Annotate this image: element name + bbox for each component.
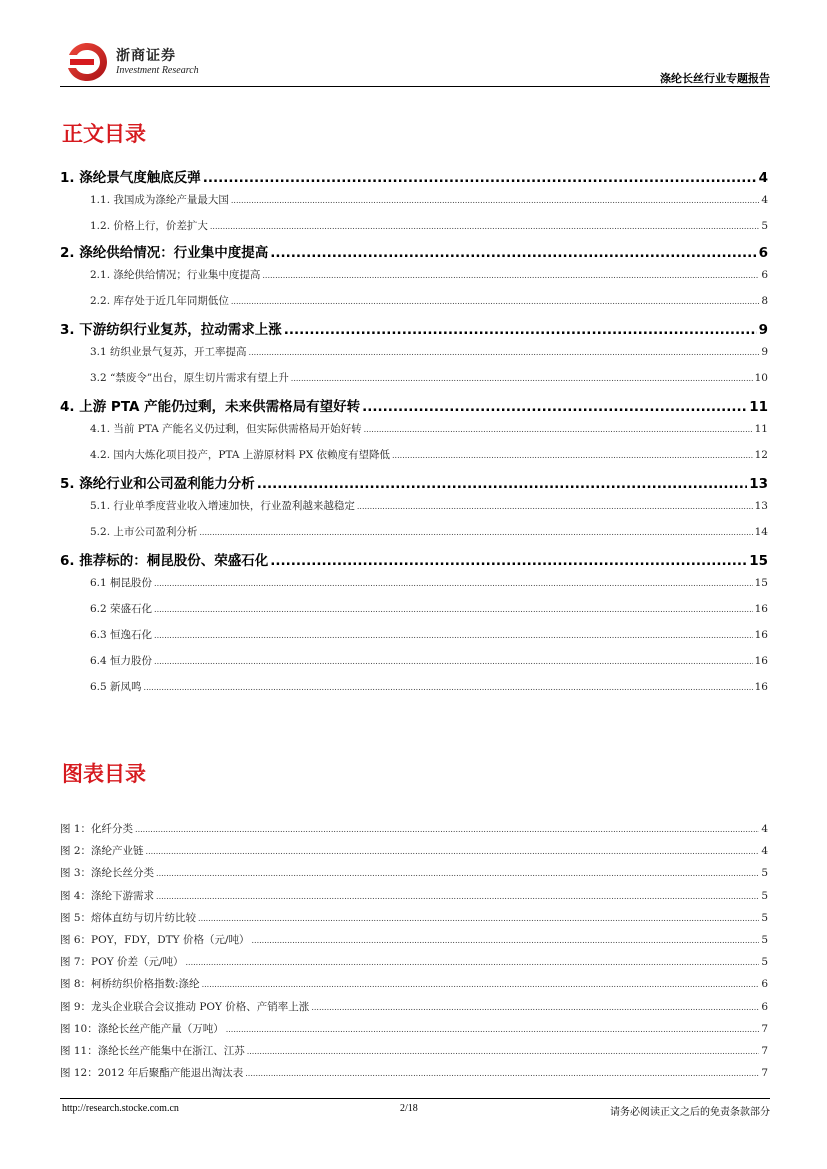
toc-section-entry[interactable] [60,421,768,436]
figure-list-entry[interactable] [60,1021,768,1036]
toc-leader-dots [364,425,753,434]
toc-leader-dots [262,271,759,280]
figure-entry-label: 图 3：涤纶长丝分类 [60,867,155,879]
figure-entry-label: 图 8：柯桥纺织价格指数:涤纶 [60,978,200,990]
toc-entry-page: 16 [754,655,768,667]
toc-entry-label: 4.2. 国内大炼化项目投产，PTA 上游原材料 PX 依赖度有望降低 [90,449,391,461]
toc-entry-label: 1.2. 价格上行，价差扩大 [90,220,208,232]
toc-entry-label: 6.3 恒逸石化 [90,629,153,641]
toc-entry-label: 4. 上游 PTA 产能仍过剩，未来供需格局有望好转 [60,399,361,415]
company-logo-icon [64,40,110,84]
toc-entry-page: 6 [758,245,768,261]
figure-leader-dots [156,869,759,878]
toc-entry-page: 15 [749,553,768,569]
figure-leader-dots [135,825,759,834]
toc-section-entry[interactable] [60,575,768,590]
toc-entry-label: 3.1 纺织业景气复苏，开工率提高 [90,346,247,358]
figure-entry-label: 图 2：涤纶产业链 [60,845,144,857]
toc-leader-dots [270,553,747,569]
toc-section-entry[interactable] [60,267,768,282]
figure-list-heading: 图表目录 [62,762,146,786]
figure-entry-label: 图 7：POY 价差（元/吨） [60,956,184,968]
figure-entry-label: 图 12：2012 年后聚酯产能退出淘汰表 [60,1067,244,1079]
toc-entry-page: 10 [754,372,768,384]
toc-leader-dots [291,374,753,383]
toc-entry-page: 4 [758,170,768,186]
report-title: 涤纶长丝行业专题报告 [660,72,770,85]
toc-leader-dots [284,322,757,338]
figure-list-entry[interactable] [60,1065,768,1080]
figure-entry-page: 5 [761,956,768,968]
figure-entry-page: 4 [761,845,768,857]
header-divider [60,86,770,87]
toc-section-entry[interactable] [60,293,768,308]
toc-chapter-entry[interactable] [60,472,768,492]
figure-entry-page: 5 [761,934,768,946]
figure-entry-label: 图 5：熔体直纺与切片纺比较 [60,912,197,924]
toc-leader-dots [203,170,757,186]
toc-entry-label: 5. 涤纶行业和公司盈利能力分析 [60,476,255,492]
figure-entry-page: 7 [761,1023,768,1035]
figure-entry-page: 6 [761,978,768,990]
figure-leader-dots [186,958,760,967]
toc-entry-label: 5.2. 上市公司盈利分析 [90,526,198,538]
toc-heading: 正文目录 [62,122,146,146]
page-header [60,38,770,88]
toc-leader-dots [199,528,752,537]
toc-leader-dots [231,196,759,205]
figure-leader-dots [226,1025,760,1034]
toc-entry-page: 9 [761,346,768,358]
figure-list-entry[interactable] [60,999,768,1014]
toc-section-entry[interactable] [60,627,768,642]
toc-chapter-entry[interactable] [60,549,768,569]
toc-entry-label: 2.2. 库存处于近几年同期低位 [90,295,229,307]
toc-entry-page: 8 [761,295,768,307]
toc-entry-label: 6. 推荐标的：桐昆股份、荣盛石化 [60,553,269,569]
figure-list-entry[interactable] [60,954,768,969]
toc-section-entry[interactable] [60,679,768,694]
figure-entry-label: 图 1：化纤分类 [60,823,134,835]
toc-entry-label: 6.4 恒力股份 [90,655,153,667]
toc-entry-page: 13 [749,476,768,492]
figure-entry-page: 5 [761,867,768,879]
toc-chapter-entry[interactable] [60,395,768,415]
toc-leader-dots [362,399,747,415]
figure-list-entry[interactable] [60,843,768,858]
toc-section-entry[interactable] [60,653,768,668]
footer-url-link[interactable]: http://research.stocke.com.cn [62,1103,179,1114]
toc-section-entry[interactable] [60,498,768,513]
toc-entry-label: 5.1. 行业单季度营业收入增速加快，行业盈利越来越稳定 [90,500,355,512]
toc-entry-page: 16 [754,629,768,641]
figure-entry-label: 图 11：涤纶长丝产能集中在浙江、江苏 [60,1045,245,1057]
toc-entry-page: 4 [761,194,768,206]
toc-leader-dots [210,222,759,231]
figure-entry-label: 图 10：涤纶长丝产能产量（万吨） [60,1023,224,1035]
toc-leader-dots [257,476,747,492]
toc-entry-page: 14 [754,526,768,538]
footer-page-number: 2/18 [400,1103,418,1114]
toc-entry-page: 6 [761,269,768,281]
toc-entry-page: 15 [754,577,768,589]
toc-entry-page: 9 [758,322,768,338]
toc-leader-dots [154,631,753,640]
toc-leader-dots [357,502,753,511]
toc-leader-dots [154,657,753,666]
toc-section-entry[interactable] [60,524,768,539]
toc-entry-page: 16 [754,603,768,615]
toc-entry-label: 3.2 “禁废令”出台，原生切片需求有望上升 [90,372,289,384]
toc-entry-label: 4.1. 当前 PTA 产能名义仍过剩，但实际供需格局开始好转 [90,423,362,435]
figure-leader-dots [311,1003,759,1012]
toc-entry-label: 6.2 荣盛石化 [90,603,153,615]
figure-list-entry[interactable] [60,932,768,947]
toc-entry-page: 11 [754,423,768,435]
toc-chapter-entry[interactable] [60,166,768,186]
figure-entry-page: 6 [761,1001,768,1013]
figure-entry-label: 图 4：涤纶下游需求 [60,890,155,902]
figure-entry-label: 图 6：POY，FDY，DTY 价格（元/吨） [60,934,250,946]
toc-chapter-entry[interactable] [60,318,768,338]
figure-leader-dots [245,1069,759,1078]
figure-list-entry[interactable] [60,1043,768,1058]
figure-leader-dots [198,914,759,923]
toc-section-entry[interactable] [60,370,768,385]
toc-entry-label: 2.1. 涤纶供给情况；行业集中度提高 [90,269,261,281]
toc-chapter-entry[interactable] [60,241,768,261]
toc-entry-label: 1.1. 我国成为涤纶产量最大国 [90,194,229,206]
figure-leader-dots [146,847,760,856]
figure-list-entry[interactable] [60,865,768,880]
toc-entry-label: 1. 涤纶景气度触底反弹 [60,170,201,186]
logo-chinese-text: 浙商证券 [116,48,176,64]
figure-leader-dots [252,936,760,945]
toc-entry-label: 6.5 新凤鸣 [90,681,142,693]
toc-entry-page: 11 [749,399,768,415]
toc-leader-dots [144,683,753,692]
figure-list-entry[interactable] [60,976,768,991]
toc-leader-dots [154,605,753,614]
figure-entry-page: 7 [761,1045,768,1057]
figure-entry-page: 5 [761,912,768,924]
toc-entry-label: 3. 下游纺织行业复苏，拉动需求上涨 [60,322,282,338]
toc-entry-label: 2. 涤纶供给情况：行业集中度提高 [60,245,269,261]
toc-entry-page: 16 [754,681,768,693]
toc-entry-label: 6.1 桐昆股份 [90,577,153,589]
toc-leader-dots [154,579,753,588]
toc-section-entry[interactable] [60,447,768,462]
toc-section-entry[interactable] [60,344,768,359]
figure-entry-label: 图 9：龙头企业联合会议推动 POY 价格、产销率上涨 [60,1001,310,1013]
figure-list-entry[interactable] [60,821,768,836]
toc-leader-dots [249,348,760,357]
figure-entry-page: 7 [761,1067,768,1079]
footer-disclaimer-note: 请务必阅读正文之后的免责条款部分 [610,1107,770,1118]
figure-list-entry[interactable] [60,910,768,925]
toc-section-entry[interactable] [60,218,768,233]
figure-leader-dots [156,892,759,901]
toc-section-entry[interactable] [60,192,768,207]
figure-entry-page: 5 [761,890,768,902]
footer-divider [60,1098,770,1099]
figure-leader-dots [202,980,760,989]
toc-entry-page: 13 [754,500,768,512]
toc-leader-dots [270,245,756,261]
figure-list-entry[interactable] [60,888,768,903]
toc-section-entry[interactable] [60,601,768,616]
toc-entry-page: 12 [754,449,768,461]
logo-english-text: Investment Research [116,65,199,76]
toc-leader-dots [392,451,753,460]
figure-leader-dots [247,1047,760,1056]
figure-entry-page: 4 [761,823,768,835]
toc-leader-dots [231,297,759,306]
toc-entry-page: 5 [761,220,768,232]
